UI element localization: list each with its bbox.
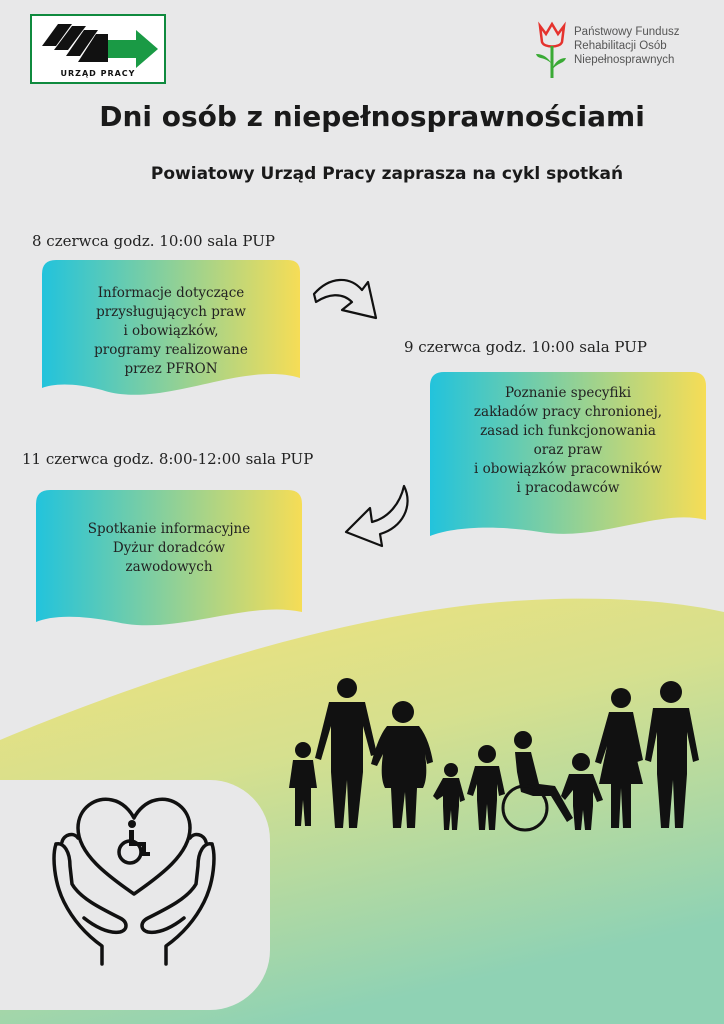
event-2-date: 9 czerwca godz. 10:00 sala PUP xyxy=(404,338,647,356)
tulip-icon xyxy=(532,20,572,80)
curved-arrow-right-icon xyxy=(310,272,384,328)
event-1-text: Informacje dotyczące przysługujących praw i obowiązków, programy realizowane przez PFRON xyxy=(94,285,248,377)
page-title: Dni osób z niepełnosprawnościami xyxy=(99,100,645,133)
hands-heart-wheelchair-icon xyxy=(48,786,220,966)
event-3-card xyxy=(36,490,302,628)
event-1-card xyxy=(42,260,300,400)
pfron-line-3: Niepełnosprawnych xyxy=(574,54,675,66)
curved-arrow-left-icon xyxy=(340,482,416,554)
event-2-card xyxy=(430,372,706,540)
page-subtitle: Powiatowy Urząd Pracy zaprasza na cykl spotkań xyxy=(150,164,624,184)
urzad-pracy-logo xyxy=(30,14,166,84)
event-3-date: 11 czerwca godz. 8:00-12:00 sala PUP xyxy=(22,450,314,468)
family-silhouette xyxy=(285,676,705,836)
pfron-line-2: Rehabilitacji Osób xyxy=(574,40,667,52)
event-2-text: Poznanie specyfiki zakładów pracy chronionej, zasad ich funkcjonowania oraz praw i obowiązków pracowników i pracodawców xyxy=(473,385,663,496)
logo-text: URZĄD PRACY xyxy=(60,69,136,78)
pfron-line-1: Państwowy Fundusz xyxy=(574,26,680,38)
event-3-text: Spotkanie informacyjne Dyżur doradców zawodowych xyxy=(87,521,251,575)
pfron-logo xyxy=(532,20,712,80)
event-1-date: 8 czerwca godz. 10:00 sala PUP xyxy=(32,232,275,250)
